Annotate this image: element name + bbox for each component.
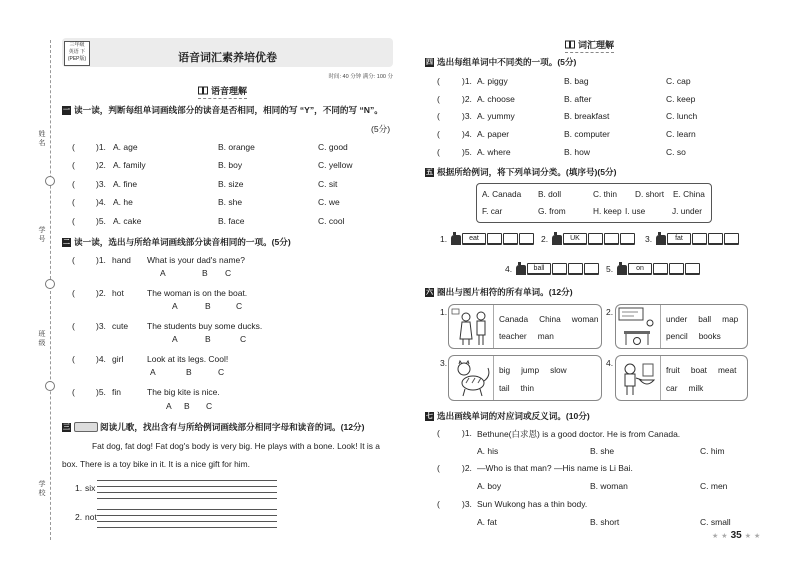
question-number: )3. bbox=[96, 321, 106, 331]
classroom-icon bbox=[616, 305, 660, 348]
answer-blank-open: ( bbox=[72, 354, 75, 364]
binding-line bbox=[50, 40, 51, 540]
question-sentence: —Who is that man? —His name is Li Bai. bbox=[477, 463, 633, 473]
card-word: ball bbox=[698, 314, 712, 324]
sentence: What is your dad's name? bbox=[147, 255, 246, 265]
word-train bbox=[552, 231, 635, 245]
train-wagon-blank bbox=[669, 263, 684, 275]
word-option: I. use bbox=[625, 206, 646, 216]
section-stamp-icon bbox=[74, 422, 98, 432]
example-word: hot bbox=[112, 288, 124, 298]
card-word: slow bbox=[550, 365, 567, 375]
binding-hole-icon bbox=[45, 279, 55, 289]
section-instruction: 读一读，选出与所给单词画线部分读音相同的一项。(5分) bbox=[74, 237, 291, 247]
question-number: )5. bbox=[96, 216, 106, 226]
option-a: A. where bbox=[477, 147, 511, 157]
answer-blank-open: ( bbox=[72, 179, 75, 189]
card-words-line bbox=[499, 331, 554, 341]
train-wagon-blank bbox=[568, 263, 583, 275]
badge-grade: 三年级 bbox=[69, 42, 85, 48]
card-word: thin bbox=[520, 383, 534, 393]
option-b: B. boy bbox=[218, 160, 243, 170]
answer-blank-open: ( bbox=[437, 111, 440, 121]
option-a: A. yummy bbox=[477, 111, 515, 121]
star-icon: ★ bbox=[744, 532, 751, 540]
word-train bbox=[451, 231, 534, 245]
page-number-value: 35 bbox=[730, 530, 742, 541]
section-number: 五 bbox=[426, 168, 433, 176]
option-c: C. keep bbox=[666, 94, 696, 104]
option-b: B. short bbox=[590, 517, 620, 527]
answer-line bbox=[97, 527, 277, 528]
star-icon: ★ bbox=[753, 532, 761, 540]
section-3-heading bbox=[62, 421, 365, 433]
choice-letter: B bbox=[184, 401, 190, 411]
card-word: man bbox=[537, 331, 554, 341]
train-example-word: ball bbox=[527, 263, 551, 275]
option-b: B. computer bbox=[564, 129, 610, 139]
section-number: 三 bbox=[63, 423, 70, 431]
option-a: A. fine bbox=[113, 179, 138, 189]
item-number: 1. bbox=[75, 483, 83, 493]
card-word: map bbox=[722, 314, 739, 324]
train-number: 5. bbox=[606, 264, 614, 274]
card-word: fruit bbox=[666, 365, 680, 375]
train-wagon-blank bbox=[685, 263, 700, 275]
card-words-line bbox=[499, 365, 567, 375]
sentence: The woman is on the boat. bbox=[147, 288, 248, 298]
train-engine-icon bbox=[516, 265, 526, 275]
train-wagon-blank bbox=[604, 233, 619, 245]
option-c: C. learn bbox=[666, 129, 696, 139]
answer-blank-open: ( bbox=[437, 129, 440, 139]
train-wagon-blank bbox=[584, 263, 599, 275]
section-number: 二 bbox=[63, 238, 70, 246]
picture-card bbox=[615, 304, 748, 349]
section-5-heading bbox=[425, 166, 617, 178]
choice-letter: B bbox=[205, 334, 211, 344]
choice-letter: C bbox=[236, 301, 243, 311]
question-number: )4. bbox=[96, 354, 106, 364]
word-option: B. doll bbox=[538, 189, 562, 199]
question-number: )1. bbox=[462, 428, 472, 438]
example-word: not bbox=[85, 512, 97, 522]
people-icon bbox=[449, 305, 493, 348]
question-number: )2. bbox=[462, 94, 472, 104]
margin-label-school: 学校 bbox=[38, 480, 45, 498]
option-a: A. his bbox=[477, 446, 499, 456]
book-icon bbox=[198, 86, 208, 95]
part-header-vocabulary bbox=[565, 38, 614, 53]
option-a: A. paper bbox=[477, 129, 510, 139]
choice-letter: C bbox=[240, 334, 247, 344]
option-b: B. breakfast bbox=[564, 111, 610, 121]
boy-eating-icon bbox=[616, 356, 660, 400]
section-instruction: 读一读，判断每组单词画线部分的读音是否相同，相同的写 “Y”，不同的写 “N”。 bbox=[74, 105, 383, 115]
card-word: boat bbox=[690, 365, 707, 375]
question-number: )3. bbox=[96, 179, 106, 189]
exam-meta: 时间: 40 分钟 满分: 100 分 bbox=[328, 74, 393, 80]
card-word: milk bbox=[688, 383, 704, 393]
section-6-heading bbox=[425, 286, 573, 298]
picture-card bbox=[615, 355, 748, 401]
example-word: six bbox=[85, 483, 96, 493]
train-wagon-blank bbox=[724, 233, 739, 245]
option-c: C. small bbox=[700, 517, 731, 527]
card-number: 3. bbox=[440, 358, 448, 368]
answer-blank-open: ( bbox=[437, 147, 440, 157]
example-word: fin bbox=[112, 387, 121, 397]
word-option: G. from bbox=[538, 206, 566, 216]
part-header-label: 词汇理解 bbox=[578, 40, 615, 50]
answer-line bbox=[97, 521, 277, 522]
question-number: )2. bbox=[462, 463, 472, 473]
margin-label-name: 姓名 bbox=[38, 130, 45, 148]
train-wagon-blank bbox=[552, 263, 567, 275]
card-number: 4. bbox=[606, 358, 614, 368]
sentence: The students buy some ducks. bbox=[147, 321, 263, 331]
answer-blank-open: ( bbox=[437, 499, 440, 509]
star-icon: ★ bbox=[721, 532, 728, 540]
answer-blank-open: ( bbox=[72, 160, 75, 170]
question-number: )5. bbox=[462, 147, 472, 157]
part-header-label: 语音理解 bbox=[211, 86, 248, 96]
section-number: 一 bbox=[63, 106, 70, 114]
option-a: A. cake bbox=[113, 216, 142, 226]
train-example-word: UK bbox=[563, 233, 587, 245]
card-words-line bbox=[499, 383, 534, 393]
answer-blank-open: ( bbox=[72, 255, 75, 265]
people-picture bbox=[449, 305, 494, 348]
choice-letter: A bbox=[166, 401, 172, 411]
train-wagon-blank bbox=[653, 263, 668, 275]
train-number: 3. bbox=[645, 234, 653, 244]
card-words-line bbox=[666, 383, 703, 393]
choice-letter: A bbox=[150, 367, 156, 377]
binding-hole-icon bbox=[45, 176, 55, 186]
choice-letter: A bbox=[172, 301, 178, 311]
option-a: A. fat bbox=[477, 517, 497, 527]
section-2-heading bbox=[62, 236, 291, 248]
section-instruction: 选出每组单词中不同类的一项。(5分) bbox=[437, 57, 577, 67]
question-number: )3. bbox=[462, 111, 472, 121]
word-option: C. thin bbox=[593, 189, 617, 199]
train-example-word: eat bbox=[462, 233, 486, 245]
option-b: B. size bbox=[218, 179, 244, 189]
tiger-icon bbox=[449, 356, 493, 400]
word-train bbox=[656, 231, 739, 245]
answer-line bbox=[97, 486, 277, 487]
train-wagon-blank bbox=[620, 233, 635, 245]
train-number: 2. bbox=[541, 234, 549, 244]
card-word: teacher bbox=[499, 331, 527, 341]
choice-letter: C bbox=[225, 268, 232, 278]
train-wagon-blank bbox=[503, 233, 518, 245]
word-option: E. China bbox=[673, 189, 705, 199]
answer-blank-open: ( bbox=[437, 463, 440, 473]
sentence: Look at its legs. Cool! bbox=[147, 354, 229, 364]
margin-label-class: 班级 bbox=[38, 330, 45, 348]
answer-line bbox=[97, 515, 277, 516]
question-number: )2. bbox=[96, 288, 106, 298]
badge-edition: (PEP版) bbox=[67, 56, 87, 62]
section-instruction: 圈出与图片相符的所有单词。(12分) bbox=[437, 287, 573, 297]
section-4-heading bbox=[425, 56, 576, 68]
section-score: (5分) bbox=[371, 124, 391, 134]
part-header-phonics bbox=[198, 84, 247, 99]
word-train bbox=[617, 261, 700, 275]
question-number: )5. bbox=[96, 387, 106, 397]
answer-blank-open: ( bbox=[72, 197, 75, 207]
question-sentence: Sun Wukong has a thin body. bbox=[477, 499, 588, 509]
section-number: 四 bbox=[426, 58, 433, 66]
section-instruction: 选出画线单词的对应词或反义词。(10分) bbox=[437, 411, 590, 421]
question-number: )3. bbox=[462, 499, 472, 509]
card-word: books bbox=[698, 331, 721, 341]
option-a: A. he bbox=[113, 197, 133, 207]
section-instruction: 阅读儿歌，找出含有与所给例词画线部分相同字母和读音的词。(12分) bbox=[100, 422, 365, 432]
item-number: 2. bbox=[75, 512, 83, 522]
card-word: Canada bbox=[499, 314, 529, 324]
train-engine-icon bbox=[617, 265, 627, 275]
answer-blank-open: ( bbox=[437, 76, 440, 86]
choice-letter: A bbox=[160, 268, 166, 278]
answer-line bbox=[97, 498, 277, 499]
option-c: C. lunch bbox=[666, 111, 698, 121]
answer-line bbox=[97, 509, 277, 510]
answer-blank-open: ( bbox=[72, 321, 75, 331]
train-number: 4. bbox=[505, 264, 513, 274]
option-a: A. boy bbox=[477, 481, 502, 491]
word-option: J. under bbox=[672, 206, 702, 216]
train-example-word: fat bbox=[667, 233, 691, 245]
card-word: under bbox=[666, 314, 688, 324]
option-b: B. she bbox=[590, 446, 615, 456]
card-word: tail bbox=[499, 383, 510, 393]
option-c: C. men bbox=[700, 481, 728, 491]
chant-passage: Fat dog, fat dog! Fat dog's body is very big. He plays with a bone. Look! It is a box. There is a toy bike in it. It is a nice gift for him. bbox=[62, 441, 380, 469]
train-engine-icon bbox=[656, 235, 666, 245]
option-c: C. sit bbox=[318, 179, 338, 189]
card-number: 1. bbox=[440, 307, 448, 317]
example-word: girl bbox=[112, 354, 124, 364]
answer-line bbox=[97, 480, 277, 481]
answer-line bbox=[97, 492, 277, 493]
word-option: A. Canada bbox=[482, 189, 522, 199]
choice-letter: C bbox=[218, 367, 225, 377]
section-number: 七 bbox=[426, 412, 433, 420]
option-b: B. she bbox=[218, 197, 243, 207]
question-sentence: Bethune(白求恩) is a good doctor. He is from Canada. bbox=[477, 429, 681, 439]
answer-blank-open: ( bbox=[437, 428, 440, 438]
option-a: A. family bbox=[113, 160, 146, 170]
card-words-line bbox=[666, 331, 721, 341]
option-b: B. face bbox=[218, 216, 245, 226]
choice-letter: A bbox=[172, 334, 178, 344]
answer-blank-open: ( bbox=[72, 387, 75, 397]
word-train bbox=[516, 261, 599, 275]
page-title: 语音词汇素养培优卷 bbox=[178, 52, 277, 64]
meal-picture bbox=[616, 356, 661, 400]
option-c: C. we bbox=[318, 197, 340, 207]
question-number: )1. bbox=[96, 142, 106, 152]
margin-label-student-id: 学号 bbox=[38, 226, 45, 244]
option-a: A. age bbox=[113, 142, 138, 152]
word-option: H. keep bbox=[593, 206, 622, 216]
option-c: C. so bbox=[666, 147, 686, 157]
option-b: B. woman bbox=[590, 481, 628, 491]
choice-letter: B bbox=[205, 301, 211, 311]
answer-blank-open: ( bbox=[72, 216, 75, 226]
train-example-word: on bbox=[628, 263, 652, 275]
option-c: C. yellow bbox=[318, 160, 353, 170]
choice-letter: B bbox=[202, 268, 208, 278]
option-c: C. him bbox=[700, 446, 725, 456]
card-word: China bbox=[539, 314, 561, 324]
section-1-heading bbox=[62, 104, 383, 116]
option-a: A. choose bbox=[477, 94, 515, 104]
question-number: )2. bbox=[96, 160, 106, 170]
option-a: A. piggy bbox=[477, 76, 508, 86]
card-word: jump bbox=[521, 365, 540, 375]
choice-letter: C bbox=[206, 401, 213, 411]
card-number: 2. bbox=[606, 307, 614, 317]
classroom-picture bbox=[616, 305, 661, 348]
tiger-picture bbox=[449, 356, 494, 400]
question-number: )1. bbox=[96, 255, 106, 265]
option-b: B. after bbox=[564, 94, 592, 104]
word-bank bbox=[476, 183, 712, 223]
star-icon: ★ bbox=[712, 532, 719, 540]
badge-subject: 英语 下 bbox=[68, 49, 86, 55]
option-c: C. cap bbox=[666, 76, 691, 86]
train-wagon-blank bbox=[708, 233, 723, 245]
card-word: pencil bbox=[666, 331, 688, 341]
option-b: B. how bbox=[564, 147, 590, 157]
binding-hole-icon bbox=[45, 381, 55, 391]
word-option: F. car bbox=[482, 206, 503, 216]
question-number: )4. bbox=[462, 129, 472, 139]
word-option: D. short bbox=[635, 189, 665, 199]
section-number: 六 bbox=[426, 288, 433, 296]
option-b: B. orange bbox=[218, 142, 255, 152]
card-words-line bbox=[666, 365, 736, 375]
picture-card bbox=[448, 355, 602, 401]
answer-blank-open: ( bbox=[72, 142, 75, 152]
option-c: C. cool bbox=[318, 216, 345, 226]
card-word: woman bbox=[571, 314, 599, 324]
card-word: meat bbox=[718, 365, 737, 375]
choice-letter: B bbox=[186, 367, 192, 377]
example-word: hand bbox=[112, 255, 131, 265]
question-number: )1. bbox=[462, 76, 472, 86]
train-number: 1. bbox=[440, 234, 448, 244]
section-7-heading bbox=[425, 410, 590, 422]
question-number: )4. bbox=[96, 197, 106, 207]
card-word: car bbox=[666, 383, 678, 393]
example-word: cute bbox=[112, 321, 129, 331]
book-icon bbox=[565, 40, 575, 49]
train-engine-icon bbox=[451, 235, 461, 245]
sentence: The big kite is nice. bbox=[147, 387, 220, 397]
train-wagon-blank bbox=[588, 233, 603, 245]
card-words-line bbox=[666, 314, 738, 324]
section-instruction: 根据所给例词，将下列单词分类。(填序号)(5分) bbox=[437, 167, 617, 177]
train-engine-icon bbox=[552, 235, 562, 245]
page-number bbox=[712, 530, 760, 541]
card-word: big bbox=[499, 365, 511, 375]
option-c: C. good bbox=[318, 142, 348, 152]
train-wagon-blank bbox=[487, 233, 502, 245]
answer-blank-open: ( bbox=[72, 288, 75, 298]
picture-card bbox=[448, 304, 602, 349]
option-b: B. bag bbox=[564, 76, 589, 86]
train-wagon-blank bbox=[519, 233, 534, 245]
train-wagon-blank bbox=[692, 233, 707, 245]
answer-blank-open: ( bbox=[437, 94, 440, 104]
card-words-line bbox=[499, 314, 599, 324]
